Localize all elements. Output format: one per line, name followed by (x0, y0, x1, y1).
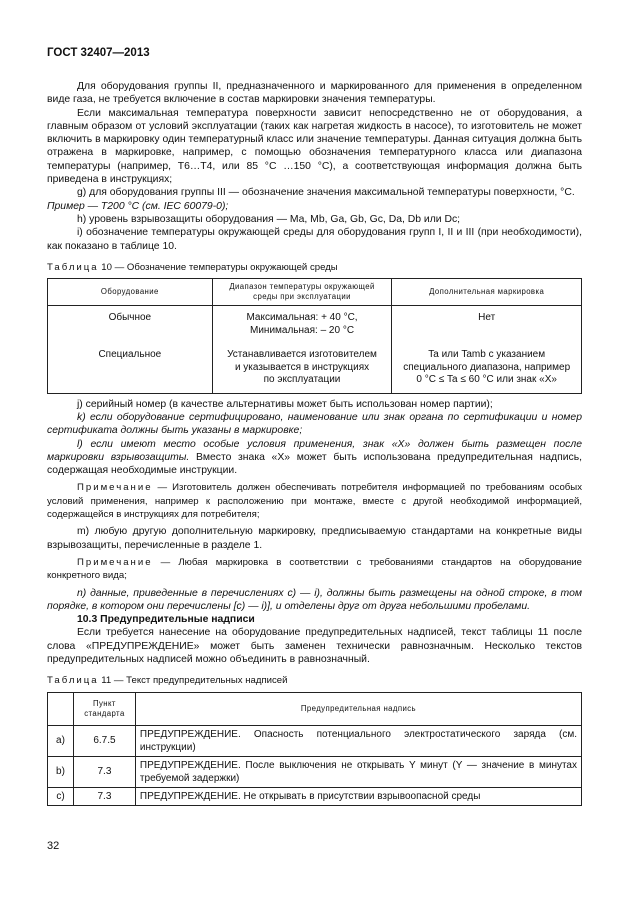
table11-caption (47, 674, 582, 687)
item-l (47, 438, 582, 478)
table10-cell-range (212, 306, 392, 344)
table11-cell-text: ПРЕДУПРЕЖДЕНИЕ. После выключения не открывать Y минут (Y — значение в минутах требуемой задержки) (135, 756, 581, 787)
table10-cell-range (212, 343, 392, 393)
item-g-text: g) для оборудования группы III — обозначение значения максимальной температуры поверхности, °С. (77, 187, 575, 199)
table10-range-line: и указывается в инструкциях (234, 361, 370, 373)
table11-caption-label: Таблица (47, 675, 99, 687)
note-2-label: Примечание (77, 556, 153, 568)
paragraph-group-ii: Для оборудования группы II, предназначенного и маркированного для применения в определенном виде газа, не требуется включение в состав маркировки значения температуры. (47, 81, 582, 106)
note-1-label: Примечание (77, 482, 153, 494)
table11-caption-text: 11 — Текст предупредительных надписей (98, 675, 288, 687)
table-row (48, 306, 582, 344)
table10-marking-line: 0 °С ≤ Ta ≤ 60 °С или знак «X» (416, 374, 557, 386)
table11-cell-text: ПРЕДУПРЕЖДЕНИЕ. Не открывать в присутствии взрывоопасной среды (135, 787, 581, 805)
table10-caption-text: 10 — Обозначение температуры окружающей среды (98, 261, 338, 273)
table11-cell-clause: 7.3 (73, 787, 135, 805)
item-n: n) данные, приведенные в перечислениях с) — i), должны быть размещены на одной строке, в том порядке, в котором они перечислены [с) — i)], и отделены друг от друга небольшими пробелами. (47, 587, 582, 612)
document-body (47, 80, 582, 806)
table11-cell-letter: c) (48, 787, 74, 805)
table11-cell-letter: b) (48, 756, 74, 787)
item-i: i) обозначение температуры окружающей среды для оборудования групп I, II и III (при необходимости), как показано в таблице 10. (47, 227, 582, 252)
table10-header-equipment: Оборудование (48, 279, 213, 306)
table-row (48, 725, 582, 756)
table-row (48, 756, 582, 787)
item-m: m) любую другую дополнительную маркировку, предписываемую стандартами на конкретные виды взрывозащиты, перечисленные в разделе 1. (47, 526, 582, 551)
table10-range-line: Устанавливается изготовителем (227, 349, 377, 361)
table10-range-line: по эксплуатации (263, 374, 341, 386)
item-h: h) уровень взрывозащиты оборудования — Ма, Mb, Ga, Gb, Gc, Da, Db или Dc; (77, 213, 461, 225)
table-11 (47, 692, 582, 806)
table10-marking-line: Ta или Tamb с указанием специального диапазона, например (403, 349, 571, 373)
table11-header-text: Предупредительная надпись (135, 692, 581, 725)
item-k: k) если оборудование сертифицировано, наименование или знак органа по сертификации и номер сертификата должны быть указаны в маркировке; (47, 411, 582, 437)
table10-range-line: Максимальная: + 40 °С, (246, 312, 358, 324)
table10-cell-equipment: Обычное (48, 306, 213, 344)
table10-header-range: Диапазон температуры окружающей среды при эксплуатации (212, 279, 392, 306)
table-row (48, 787, 582, 805)
table10-cell-marking (392, 343, 582, 393)
item-l-rest: Вместо знака «X» может быть использована предупредительная надпись, содержащая необходимые инструкции. (47, 451, 583, 477)
table11-cell-clause: 7.3 (73, 756, 135, 787)
table11-header-row (48, 692, 582, 725)
item-l-italic: l) если имеют место особые условия применения, знак «X» должен быть размещен после маркировки взрывозащиты. (47, 438, 582, 463)
table10-cell-equipment: Специальное (48, 343, 213, 393)
table10-header-marking: Дополнительная маркировка (392, 279, 582, 306)
table11-header-clause: Пункт стандарта (73, 692, 135, 725)
item-g-example: Пример — Т200 °С (см. IEC 60079-0); (47, 200, 229, 212)
table11-cell-text: ПРЕДУПРЕЖДЕНИЕ. Опасность потенциального электростатического заряда (см. инструкции) (135, 725, 581, 756)
item-g (47, 186, 582, 213)
paragraph-max-temperature: Если максимальная температура поверхности зависит непосредственно не от оборудования, а главным образом от условий эксплуатации (таких как нагретая жидкость в насосе), то изготовитель не может включить в маркировку один температурный класс или значение температуры. Данная ситуация должна быть отражена в маркировке, например, с помощью обозначения температурного класса или диапазона температуры (например, Т6…Т4, или 85 °С …150 °С), а соответствующая информация должна быть приведена в инструкциях; (47, 107, 582, 186)
table10-cell-marking: Нет (392, 306, 582, 344)
table10-caption (47, 261, 582, 274)
section-heading: 10.3 Предупредительные надписи (77, 614, 255, 626)
table10-caption-label: Таблица (47, 261, 99, 273)
document-header: ГОСТ 32407—2013 (47, 47, 150, 59)
note-2 (47, 556, 582, 583)
table10-header-row (48, 279, 582, 306)
note-1-text: — Изготовитель должен обеспечивать потребителя информацией по требованиям особых условий применения, например к расположению при монтаже, вместе с другой необходимой информацией, содержащейся в инструкциях для потребителя; (47, 482, 582, 521)
table-row (48, 343, 582, 393)
note-2-text: — Любая маркировка в соответствии с требованиями стандартов на оборудование конкретного вида; (47, 556, 582, 582)
page-number: 32 (47, 840, 60, 852)
item-j: j) серийный номер (в качестве альтернативы может быть использован номер партии); (77, 398, 493, 410)
table11-cell-letter: a) (48, 725, 74, 756)
table10-range-line: Минимальная: – 20 °С (250, 324, 355, 336)
table11-header-letter (48, 692, 74, 725)
table11-cell-clause: 6.7.5 (73, 725, 135, 756)
note-1 (47, 481, 582, 521)
table-10 (47, 278, 582, 394)
paragraph-warnings: Если требуется нанесение на оборудование предупредительных надписей, текст таблицы 11 после слова «ПРЕДУПРЕЖДЕНИЕ» может быть заменен технически равнозначным. Несколько текстов предупредительных надписей можно объединить в равнозначный. (47, 627, 582, 665)
